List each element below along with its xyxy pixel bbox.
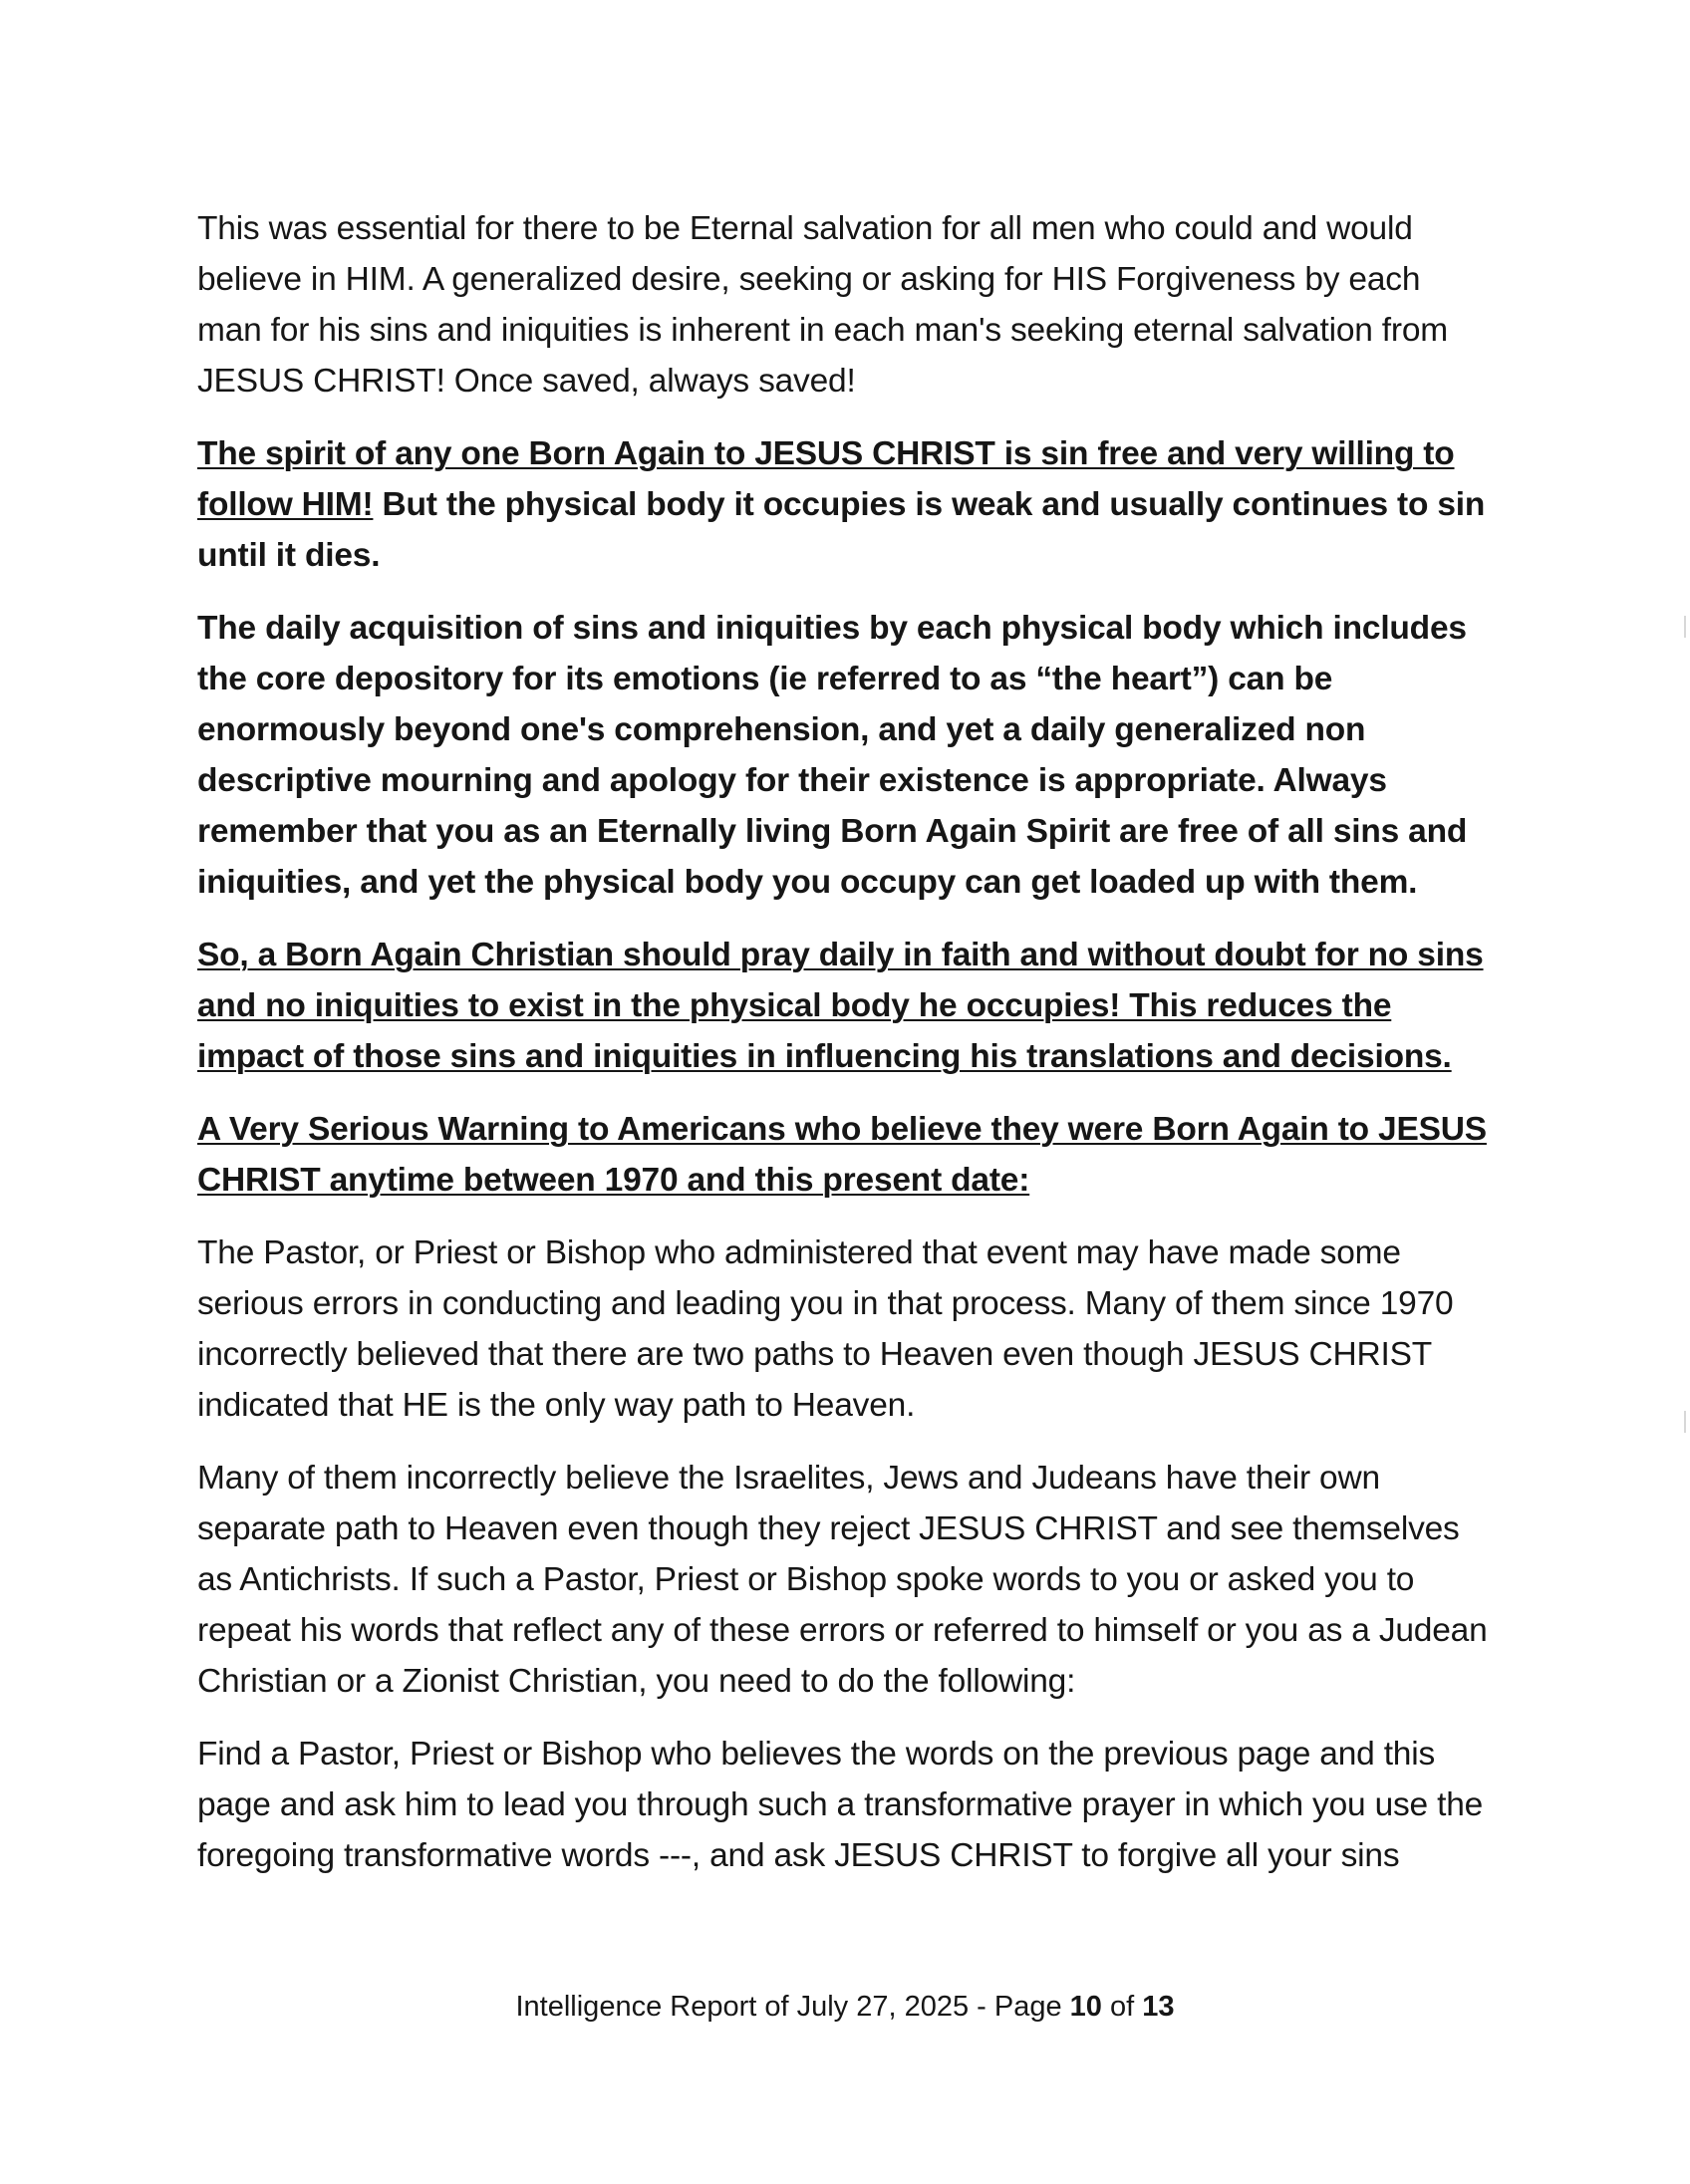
paragraph-pastor-errors: The Pastor, or Priest or Bishop who administered that event may have made some serious errors in conducting and leading you in that process. Many of them since 1970 incorrectly believed that there are two paths to Heaven even though JESUS CHRIST indicated that HE is the only way path to Heaven. [197,1234,1454,1424]
footer-report-title: Intelligence Report of July 27, 2025 - Page [515,1991,1070,2023]
page-footer [0,1991,1690,2024]
footer-of: of [1101,1991,1143,2023]
document-body [197,203,1493,1903]
paragraph-serious-warning: A Very Serious Warning to Americans who believe they were Born Again to JESUS CHRIST anytime between 1970 and this present date: [197,1111,1487,1199]
scan-artifact-mark [1684,1411,1686,1433]
paragraph-pray-daily: So, a Born Again Christian should pray daily in faith and without doubt for no sins and no iniquities to exist in the physical body he occupies! This reduces the impact of those sins and iniquities in influencing his translations and decisions. [197,937,1484,1075]
paragraph-spirit-sin-free [197,428,1493,581]
underlined-statement: The spirit of any one Born Again to JESUS CHRIST is sin free and very willing to follow HIM! [197,435,1455,523]
statement-continuation: But the physical body it occupies is weak and usually continues to sin until it dies. [197,486,1486,574]
scan-artifact-mark [1684,616,1686,638]
paragraph-salvation: This was essential for there to be Eternal salvation for all men who could and would believe in HIM. A generalized desire, seeking or asking for HIS Forgiveness by each man for his sins and iniquities is inherent in each man's seeking eternal salvation from JESUS CHRIST! Once saved, always saved! [197,210,1449,400]
paragraph-find-pastor: Find a Pastor, Priest or Bishop who believes the words on the previous page and this page and ask him to lead you through such a transformative prayer in which you use the foregoing transformative words ---, and ask JESUS CHRIST to forgive all your sins [197,1736,1484,1874]
footer-page-number: 10 [1069,1991,1102,2023]
paragraph-separate-path: Many of them incorrectly believe the Israelites, Jews and Judeans have their own separate path to Heaven even though they reject JESUS CHRIST and see themselves as Antichrists. If such a Pastor, Priest or Bishop spoke words to you or asked you to repeat his words that reflect any of these errors or referred to himself or you as a Judean Christian or a Zionist Christian, you need to do the following: [197,1460,1488,1700]
paragraph-daily-acquisition: The daily acquisition of sins and iniquities by each physical body which includes the core depository for its emotions (ie referred to as “the heart”) can be enormously beyond one's comprehension, and yet a daily generalized non descriptive mourning and apology for their existence is appropriate. Always remember that you as an Eternally living Born Again Spirit are free of all sins and iniquities, and yet the physical body you occupy can get loaded up with them. [197,610,1468,901]
footer-total-pages: 13 [1142,1991,1175,2023]
